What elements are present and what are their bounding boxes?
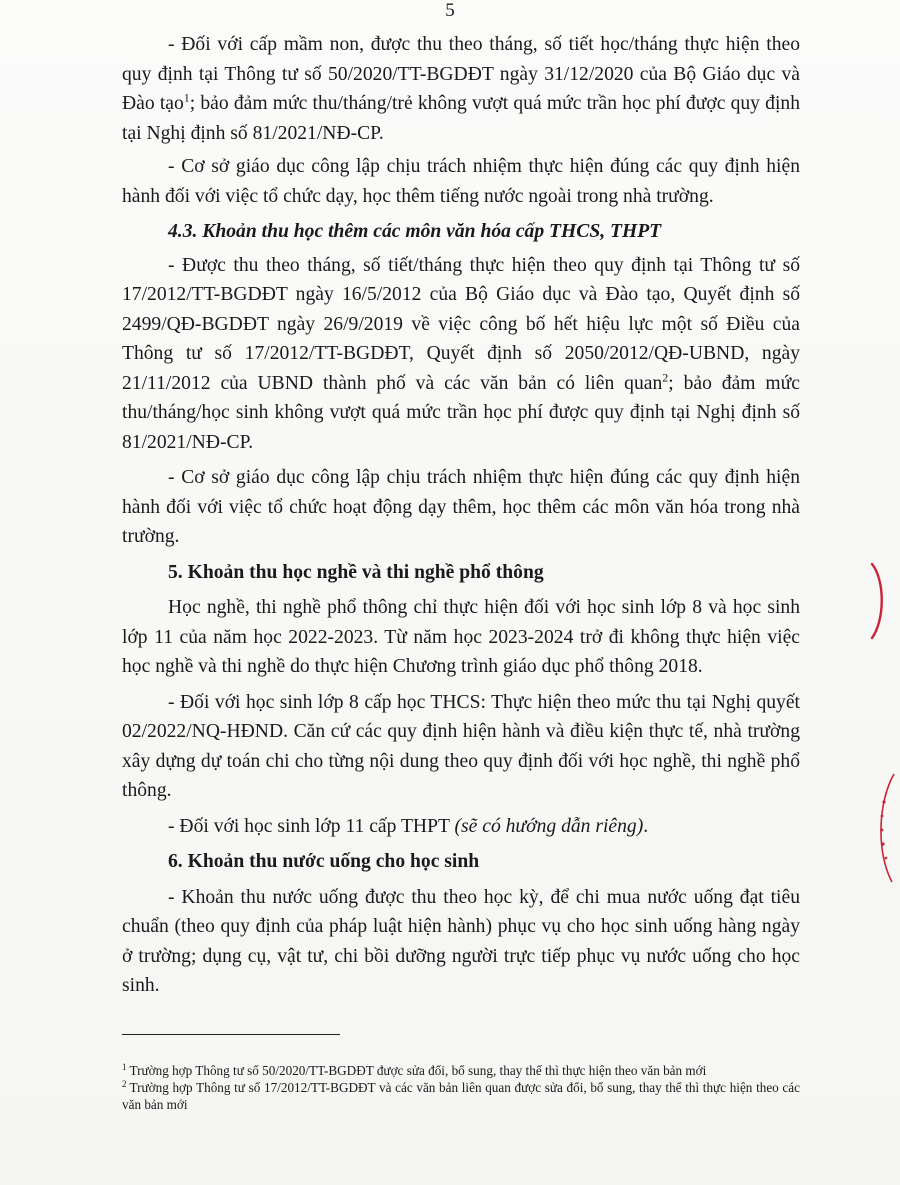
paragraph-grade-8-vocational: - Đối với học sinh lớp 8 cấp học THCS: Thực hiện theo mức thu tại Nghị quyết 02/2022/NQ-HĐND. Căn cứ các quy định hiện hành và điều kiện thực tế, nhà trường xây dựng dự toán chi cho từng nội dung theo quy định đối với học nghề, thi nghề phổ thông. [122,691,800,801]
footnote-ref-2[interactable]: 2 [662,369,669,384]
section-heading-5: 5. Khoản thu học nghề và thi nghề phổ thông [168,561,544,583]
footnote-separator [122,1034,340,1035]
paragraph-grade-11-vocational: - Đối với học sinh lớp 11 cấp THPT (sẽ có hướng dẫn riêng). [168,815,649,837]
paragraph-vocational-overview: Học nghề, thi nghề phổ thông chỉ thực hiện đối với học sinh lớp 8 và học sinh lớp 11 của năm học 2022-2023. Từ năm học 2023-2024 trở đi không thực hiện việc học nghề và thi nghề do thực hiện Chương trình giáo dục phổ thông 2018. [122,597,800,677]
paragraph-extra-classes-fees: - Được thu theo tháng, số tiết/tháng thực hiện theo quy định tại Thông tư số 17/2012/TT-BGDĐT ngày 16/5/2012 của Bộ Giáo dục và Đào tạo, Quyết định số 2499/QĐ-BGDĐT ngày 26/9/2019 về việc công bố hết hiệu lực một số Điều của Thông tư số 17/2012/TT-BGDĐT, Quyết định số 2050/2012/QĐ-UBND, ngày 21/11/2012 của UBND thành phố và các văn bản có liên quan$^2$; bảo đảm mức thu/tháng/học sinh không vượt quá mức trần học phí được quy định tại Nghị định số 81/2021/NĐ-CP. [122,254,800,453]
paragraph-drinking-water: - Khoản thu nước uống được thu theo học kỳ, để chi mua nước uống đạt tiêu chuẩn (theo quy định của pháp luật hiện hành) phục vụ cho học sinh uống hàng ngày ở trường; dụng cụ, vật tư, chi bồi dưỡng người trực tiếp phục vụ nước uống cho học sinh. [122,886,800,996]
footnote-2: $^2$ Trường hợp Thông tư số 17/2012/TT-BGDĐT và các văn bản liên quan được sửa đổi, bổ sung, thay thế thì thực hiện theo các văn bản mới [122,1078,800,1112]
document-body [122,30,800,1005]
footnotes [122,1062,800,1113]
paragraph-extra-classes-responsibility: - Cơ sở giáo dục công lập chịu trách nhiệm thực hiện đúng các quy định hiện hành đối với việc tổ chức hoạt động dạy thêm, học thêm các môn văn hóa trong nhà trường. [122,467,800,547]
footnote-ref-1[interactable]: 1 [183,90,190,105]
section-heading-4-3: 4.3. Khoản thu học thêm các môn văn hóa cấp THCS, THPT [168,221,662,242]
paragraph-foreign-language-responsibility: - Cơ sở giáo dục công lập chịu trách nhiệm thực hiện đúng các quy định hiện hành đối với việc tổ chức dạy, học thêm tiếng nước ngoài trong nhà trường. [122,156,800,207]
paragraph-preschool-fees: - Đối với cấp mầm non, được thu theo tháng, số tiết học/tháng thực hiện theo quy định tại Thông tư số 50/2020/TT-BGDĐT ngày 31/12/2020 của Bộ Giáo dục và Đào tạo$^1$; bảo đảm mức thu/tháng/trẻ không vượt quá mức trần học phí được quy định tại Nghị định số 81/2021/NĐ-CP. [122,34,800,144]
page-number: 5 [445,0,455,21]
section-heading-6: 6. Khoản thu nước uống cho học sinh [168,851,480,872]
red-bracket-icon [868,562,888,640]
seal-edge-icon [872,772,898,884]
footnote-1: $^1$ Trường hợp Thông tư số 50/2020/TT-BGDĐT được sửa đổi, bổ sung, thay thế thì thực hiện theo văn bản mới [122,1061,707,1078]
